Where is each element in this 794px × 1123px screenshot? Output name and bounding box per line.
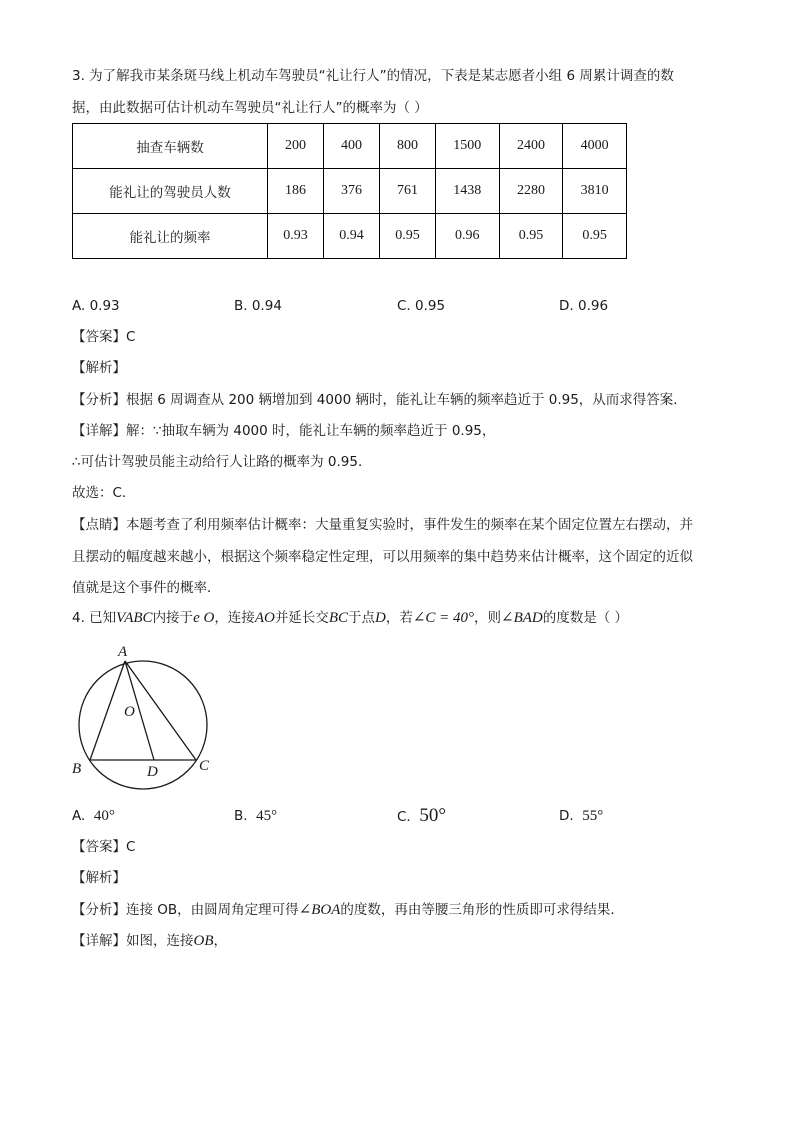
label-d: D: [147, 764, 158, 780]
q3-select: 故选：C．: [72, 485, 136, 501]
q3-choice-a[interactable]: A. 0.93: [72, 298, 120, 314]
q3-choice-c[interactable]: C. 0.95: [397, 298, 446, 314]
q3-dianjing-line2: 且摆动的幅度越来越小，根据这个频率稳定性定理，可以用频率的集中趋势来估计概率，这个固定的近似: [72, 549, 693, 565]
xiangjie-text: ，: [213, 933, 227, 949]
choice-value: 45°: [256, 808, 278, 824]
table-cell: 2280: [499, 169, 563, 214]
q3-stem-line2: 据，由此数据可估计机动车驾驶员“礼让行人”的概率为（ ）: [72, 100, 428, 116]
answer-tag: 【答案】: [72, 839, 126, 855]
fenxi-text: 根据 6 周调查从 200 辆增加到 4000 辆时，能礼让车辆的频率趋近于 0.95，从而求得答案．: [126, 392, 687, 408]
q4-text: 内接于: [152, 610, 194, 626]
table-cell: 761: [379, 169, 435, 214]
xiangjie-tag: 【详解】: [72, 423, 126, 439]
q4-analysis-tag: 【解析】: [72, 870, 126, 886]
q3-analysis-tag: 【解析】: [72, 360, 126, 376]
table-cell: 0.95: [499, 214, 563, 259]
segment-ac: [125, 661, 196, 760]
table-row-label: 能礼让的频率: [73, 214, 268, 259]
table-cell: 800: [379, 124, 435, 169]
answer-value: C: [126, 329, 136, 345]
fenxi-text: 的度数，再由等腰三角形的性质即可求得结果．: [340, 902, 624, 918]
table-cell: 2400: [499, 124, 563, 169]
q4-fenxi: [72, 900, 624, 920]
label-c: C: [199, 758, 210, 774]
table-cell: 0.93: [268, 214, 324, 259]
q4-angle-bad: ∠BAD: [501, 610, 543, 626]
q4-choices: [72, 806, 692, 826]
label-o: O: [124, 704, 135, 720]
table-cell: 3810: [563, 169, 627, 214]
q4-text: ，若: [385, 610, 413, 626]
dianjing-tag: 【点睛】: [72, 517, 126, 533]
dianjing-text: 本题考查了利用频率估计概率：大量重复实验时，事件发生的频率在某个固定位置左右摆动，并: [126, 517, 693, 533]
q3-fenxi: [72, 390, 687, 410]
q4-circle: e O: [193, 610, 215, 626]
table-row-label: 抽查车辆数: [73, 124, 268, 169]
circle-o: [79, 661, 207, 789]
choice-value: 50°: [419, 805, 446, 826]
table-cell: 0.95: [563, 214, 627, 259]
table-cell: 0.95: [379, 214, 435, 259]
q4-text: ，连接: [214, 610, 255, 626]
answer-value: C: [126, 839, 136, 855]
choice-value: 55°: [582, 808, 604, 824]
table-cell: 1500: [435, 124, 499, 169]
q4-text: 并延长交: [274, 610, 329, 626]
choice-letter: C.: [397, 809, 411, 825]
q4-segment-bc: BC: [328, 610, 348, 626]
choice-letter: D.: [559, 808, 574, 824]
table-row: [73, 169, 627, 214]
q3-xiangjie: [72, 421, 495, 441]
q3-choice-d[interactable]: D. 0.96: [559, 298, 609, 314]
table-cell: 376: [323, 169, 379, 214]
table-row: [73, 214, 627, 259]
table-cell: 1438: [435, 169, 499, 214]
choice-letter: A.: [72, 808, 86, 824]
q4-point-d: D: [374, 610, 386, 626]
q3-choice-b[interactable]: B. 0.94: [234, 298, 282, 314]
fenxi-tag: 【分析】: [72, 392, 126, 408]
q4-text: ，则: [474, 610, 502, 626]
table-cell: 400: [323, 124, 379, 169]
label-a: A: [118, 644, 128, 660]
q4-choice-a[interactable]: [72, 806, 115, 826]
xiangjie-tag: 【详解】: [72, 933, 126, 949]
fenxi-tag: 【分析】: [72, 902, 126, 918]
table-cell: 4000: [563, 124, 627, 169]
fenxi-angle: ∠BOA: [298, 902, 341, 918]
q4-stem: [72, 608, 628, 628]
q3-answer: [72, 327, 135, 347]
table-row-label: 能礼让的驾驶员人数: [73, 169, 268, 214]
table-cell: 186: [268, 169, 324, 214]
q4-segment-ao: AO: [254, 610, 275, 626]
q4-triangle: VABC: [116, 610, 153, 626]
q3-therefore: ∴可估计驾驶员能主动给行人让路的概率为 0.95．: [72, 454, 372, 470]
table-cell: 0.94: [323, 214, 379, 259]
q3-dianjing-line3: 值就是这个事件的概率．: [72, 580, 221, 596]
q3-stem-line1: 3. 为了解我市某条斑马线上机动车驾驶员“礼让行人”的情况，下表是某志愿者小组 6 周累计调查的数: [72, 68, 674, 84]
table-row: [73, 124, 627, 169]
q4-circle-figure: [68, 640, 218, 790]
fenxi-text: 连接 OB，由圆周角定理可得: [126, 902, 299, 918]
q3-dianjing-line1: [72, 515, 693, 535]
xiangjie-ob: OB: [193, 933, 214, 949]
segment-ab: [90, 661, 125, 760]
label-b: B: [72, 761, 82, 777]
xiangjie-text: 解：∵抽取车辆为 4000 时，能礼让车辆的频率趋近于 0.95，: [126, 423, 496, 439]
q4-text: 于点: [347, 610, 375, 626]
choice-value: 40°: [93, 808, 115, 824]
q4-choice-d[interactable]: [559, 806, 603, 826]
answer-tag: 【答案】: [72, 329, 126, 345]
table-cell: 200: [268, 124, 324, 169]
q4-text: 的度数是（ ）: [542, 610, 629, 626]
q3-choices: [72, 296, 692, 316]
q4-xiangjie: [72, 931, 227, 951]
table-cell: 0.96: [435, 214, 499, 259]
q4-choice-c[interactable]: [397, 806, 446, 827]
choice-letter: B.: [234, 808, 248, 824]
xiangjie-text: 如图，连接: [126, 933, 194, 949]
q4-choice-b[interactable]: [234, 806, 277, 826]
q3-frequency-table: [72, 123, 627, 259]
q4-answer: [72, 837, 135, 857]
q4-angle-c: ∠C = 40°: [412, 610, 475, 626]
q4-prefix: 4. 已知: [72, 610, 117, 626]
